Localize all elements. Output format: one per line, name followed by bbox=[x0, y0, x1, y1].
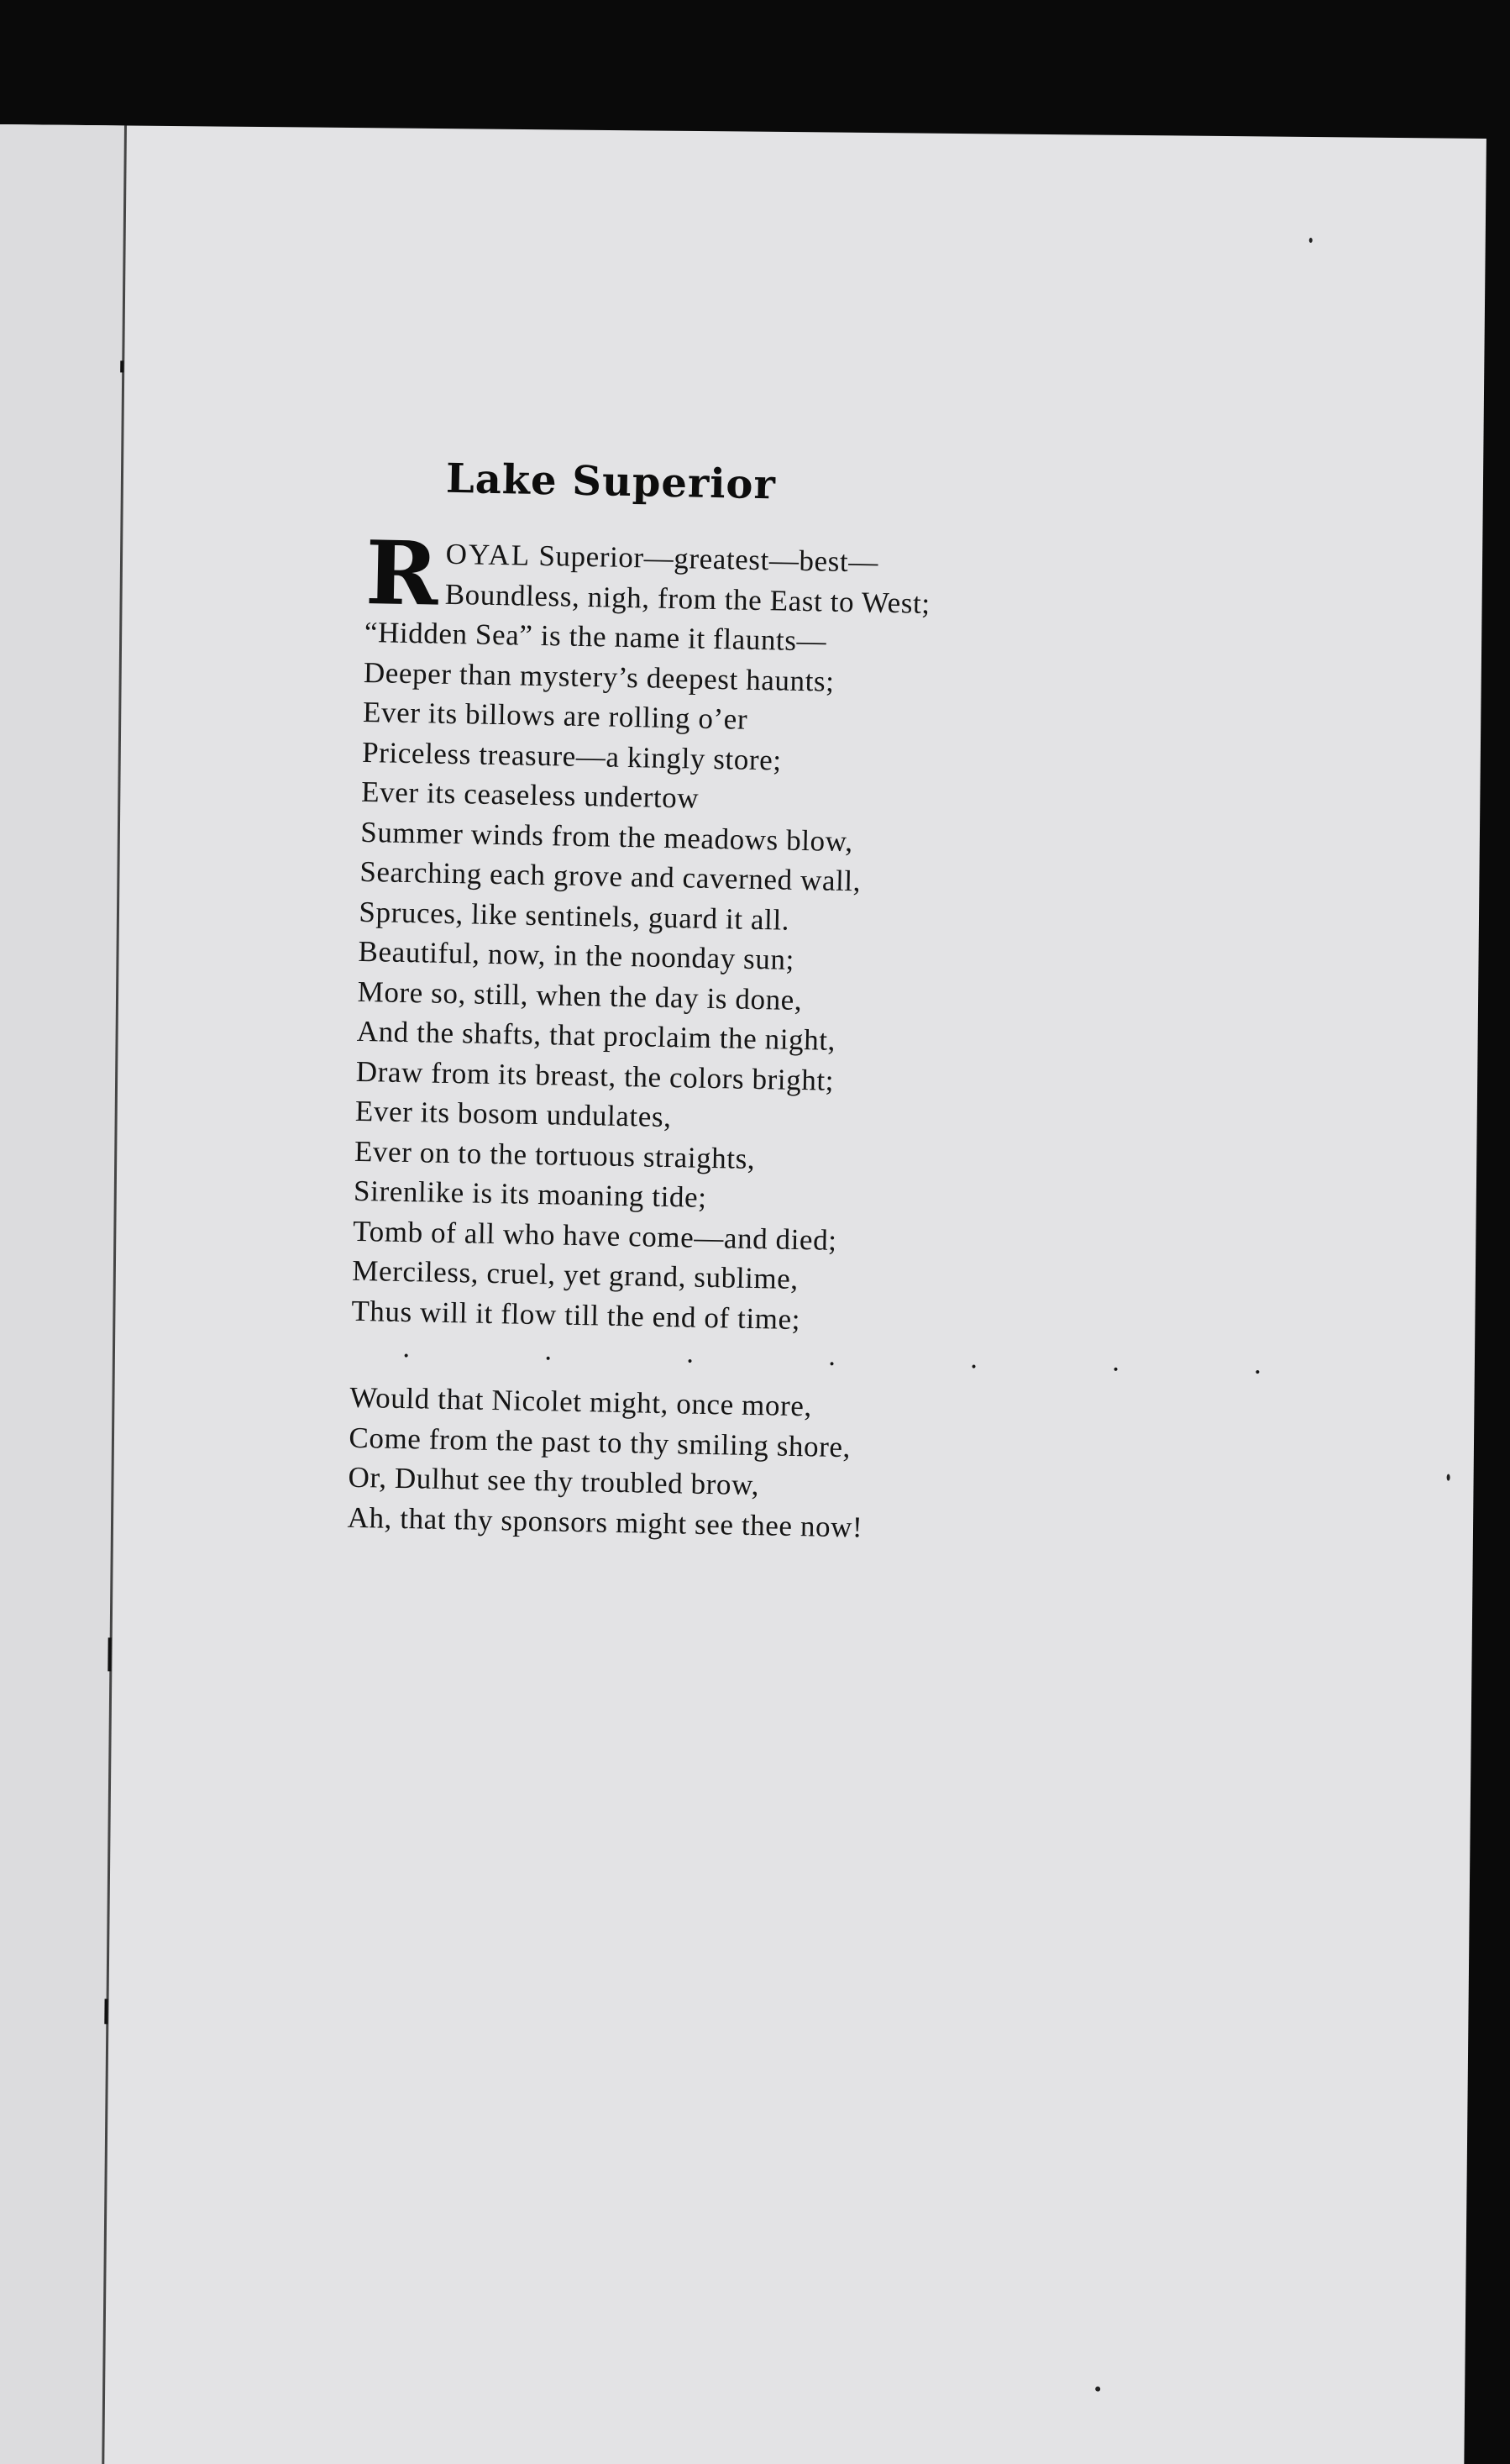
first-line-rest: Superior—greatest—best— bbox=[530, 539, 879, 579]
poem-title: Lake Superior bbox=[445, 454, 777, 509]
poem-line: Beautiful, now, in the noonday sun; bbox=[358, 934, 795, 976]
poem-line: Thus will it flow till the end of time; bbox=[351, 1294, 801, 1336]
poem-stanza-final bbox=[347, 1378, 1105, 1552]
poem-line: Ah, that thy sponsors might see thee now! bbox=[347, 1500, 863, 1544]
stanza-separator-dots: . . . . . . . bbox=[402, 1332, 1326, 1382]
poem-line: Summer winds from the meadows blow, bbox=[359, 815, 854, 858]
poem-line: Deeper than mystery’s deepest haunts; bbox=[363, 655, 835, 698]
poem-line: Draw from its breast, the colors bright; bbox=[355, 1054, 835, 1097]
poem-line: Or, Dulhut see thy troubled brow, bbox=[348, 1460, 760, 1502]
poem-line: Tomb of all who have come—and died; bbox=[352, 1214, 837, 1257]
spine-mark bbox=[107, 1637, 111, 1671]
poem-line: Come from the past to thy smiling shore, bbox=[349, 1421, 852, 1463]
poem-block bbox=[347, 454, 1326, 1552]
poem-line: Ever its billows are rolling o’er bbox=[362, 695, 748, 736]
poem-line: Would that Nicolet might, once more, bbox=[349, 1380, 813, 1423]
spine-mark bbox=[120, 360, 123, 372]
spine-mark bbox=[104, 1999, 107, 2024]
poem-line: Sirenlike is its moaning tide; bbox=[353, 1174, 707, 1214]
poem-line: “Hidden Sea” is the name it flaunts— bbox=[364, 615, 827, 658]
scan-speck bbox=[1095, 2387, 1100, 2392]
scan-speck bbox=[1447, 1474, 1450, 1481]
poem-line: Priceless treasure—a kingly store; bbox=[361, 735, 783, 777]
poem-line: Merciless, cruel, yet grand, sublime, bbox=[351, 1253, 800, 1296]
poem-line: Ever its ceaseless undertow bbox=[360, 775, 700, 815]
poem-line: Searching each grove and caverned wall, bbox=[359, 854, 862, 898]
poem-line: Spruces, like sentinels, guard it all. bbox=[359, 895, 790, 937]
poem-line: Ever its bosom undulates, bbox=[354, 1094, 672, 1134]
first-word-caps: OYAL bbox=[445, 537, 532, 572]
poem-stanza-main bbox=[351, 520, 1122, 1345]
poem-line: Ever on to the tortuous straights, bbox=[354, 1134, 756, 1175]
scan-speck bbox=[1309, 238, 1313, 243]
poem-line: Boundless, nigh, from the East to West; bbox=[444, 577, 931, 620]
poem-line: And the shafts, that proclaim the night, bbox=[356, 1014, 836, 1057]
poem-line: More so, still, when the day is done, bbox=[357, 975, 803, 1017]
drop-cap: R bbox=[364, 520, 440, 626]
